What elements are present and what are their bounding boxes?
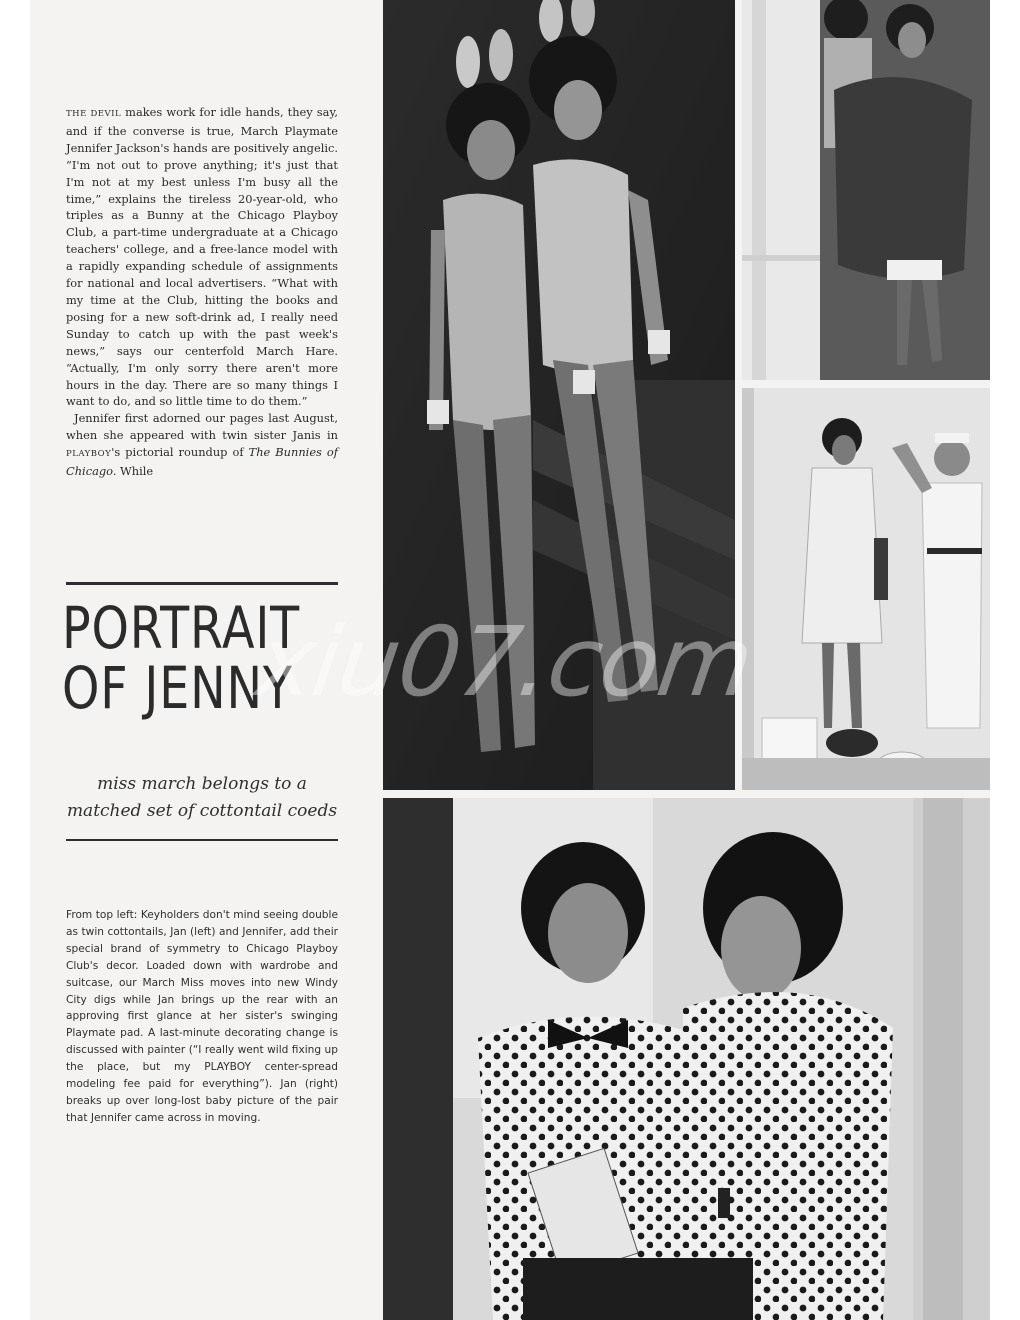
photo-twin-bunnies: [383, 0, 735, 790]
title-line-1: PORTRAIT: [62, 594, 301, 662]
subtitle-line-2: matched set of cottontail coeds: [66, 801, 338, 821]
intro-magazine-name: PLAYBOY: [66, 449, 112, 460]
title-rule-bottom: [66, 839, 338, 841]
intro-feature-title: The Bunnies of Chicago.: [66, 445, 338, 479]
watermark: xiu07.com: [250, 606, 759, 718]
intro-body-2b: 's pictorial roundup of: [111, 445, 249, 460]
photo-painter-image: [742, 388, 990, 790]
intro-body-2a: Jennifer first adorned our pages last August, when she appeared with twin sister Janis in: [66, 411, 338, 443]
photo-sisters-image: [383, 798, 990, 1320]
photo-caption: From top left: Keyholders don't mind seeing double as twin cottontails, Jan (left) and Jennifer, add their special brand of symmetry to Chicago Playboy Club's decor. Loaded down with wardrobe and suitcase, our March Miss moves into new Windy City digs while Jan brings up the rear with an approving first glance at her sister's swinging Playmate pad. A last-minute decorating change is discussed with painter (“I really went wild fixing up the place, but my PLAYBOY center-spread modeling fee paid for everything”). Jan (right) breaks up over long-lost baby picture of the pair that Jennifer came across in moving.: [66, 909, 338, 1124]
subtitle-line-1: miss march belongs to a: [97, 774, 307, 794]
photo-moving-in-image: [742, 0, 990, 380]
photo-sisters-polka-dot: [383, 798, 990, 1320]
intro-body-2c: While: [116, 464, 154, 479]
photo-painter: [742, 388, 990, 790]
title-line-2: OF JENNY: [62, 654, 293, 722]
page-margin: [0, 0, 30, 1320]
title-rule-top: [66, 582, 338, 585]
article-title: [62, 594, 301, 722]
article-subtitle: [66, 771, 338, 825]
photo-twin-bunnies-image: [383, 0, 735, 790]
article-intro: [66, 104, 338, 480]
intro-paragraph-1: [66, 104, 338, 410]
intro-paragraph-2: [66, 410, 338, 480]
photo-moving-in: [742, 0, 990, 380]
intro-smallcaps-lead: THE DEVIL: [66, 109, 122, 119]
intro-body-1: makes work for idle hands, they say, and if the converse is true, March Playmate Jennifer Jackson's hands are positively angelic. “I'm not out to prove anything; it's just that I'm not at my best unless I'm busy all the time,” explains the tireless 20-year-old, who triples as a Bunny at the Chicago Playboy Club, a part-time undergraduate at a Chicago teachers' college, and a free-lance model with a rapidly expanding schedule of assignments for national and local advertisers. “What with my time at the Club, hitting the books and posing for a new soft-drink ad, I really need Sunday to catch up with the past week's news,” says our centerfold March Hare. “Actually, I'm only sorry there aren't more hours in the day. There are so many things I want to do, and so little time to do them.”: [66, 105, 338, 409]
